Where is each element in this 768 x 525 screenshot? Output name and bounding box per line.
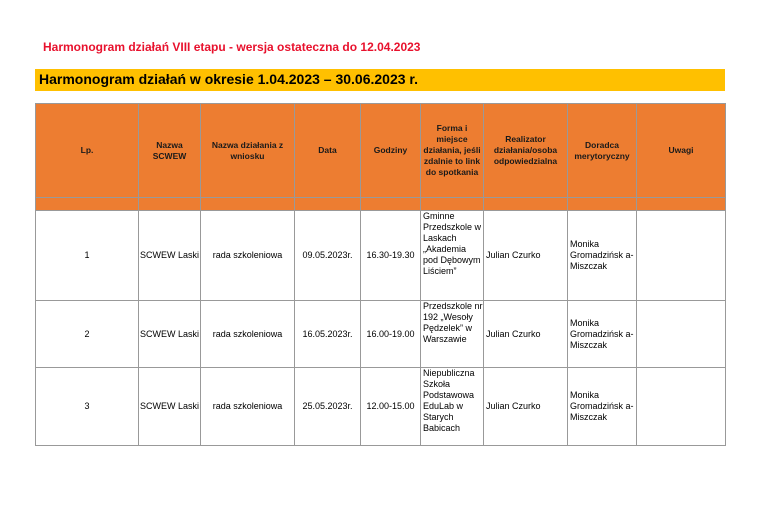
header-forma: Forma i miejsce działania, jeśli zdalnie to link do spotkania [421, 104, 484, 198]
cell-uwagi [637, 301, 726, 368]
cell-dzialanie: rada szkoleniowa [201, 211, 295, 301]
cell-uwagi [637, 368, 726, 446]
cell-lp: 1 [36, 211, 139, 301]
cell-uwagi [637, 211, 726, 301]
cell-data: 25.05.2023r. [295, 368, 361, 446]
cell-lp: 2 [36, 301, 139, 368]
cell-dzialanie: rada szkoleniowa [201, 368, 295, 446]
schedule-table [35, 103, 726, 446]
header-lp: Lp. [36, 104, 139, 198]
cell-realizator: Julian Czurko [484, 368, 568, 446]
header-data: Data [295, 104, 361, 198]
cell-godziny: 16.00-19.00 [361, 301, 421, 368]
cell-forma: Gminne Przedszkole w Laskach „Akademia pod Dębowym Liściem” [421, 211, 484, 301]
cell-data: 09.05.2023r. [295, 211, 361, 301]
header-realizator: Realizator działania/osoba odpowiedzialna [484, 104, 568, 198]
cell-godziny: 12.00-15.00 [361, 368, 421, 446]
cell-dzialanie: rada szkoleniowa [201, 301, 295, 368]
cell-realizator: Julian Czurko [484, 211, 568, 301]
cell-lp: 3 [36, 368, 139, 446]
header-row [36, 104, 726, 198]
cell-doradca: Monika Gromadzińsk a-Miszczak [568, 368, 637, 446]
period-banner-text: Harmonogram działań w okresie 1.04.2023 – 30.06.2023 r. [39, 71, 418, 87]
cell-doradca: Monika Gromadzińsk a-Miszczak [568, 301, 637, 368]
header-nazwa-scwew: Nazwa SCWEW [139, 104, 201, 198]
document-title: Harmonogram działań VIII etapu - wersja ostateczna do 12.04.2023 [43, 40, 421, 54]
cell-realizator: Julian Czurko [484, 301, 568, 368]
spacer-row [36, 198, 726, 211]
table-row [36, 368, 726, 446]
cell-godziny: 16.30-19.30 [361, 211, 421, 301]
cell-forma: Niepubliczna Szkoła Podstawowa EduLab w Starych Babicach [421, 368, 484, 446]
cell-scwew: SCWEW Laski [139, 211, 201, 301]
cell-scwew: SCWEW Laski [139, 301, 201, 368]
header-godziny: Godziny [361, 104, 421, 198]
header-uwagi: Uwagi [637, 104, 726, 198]
table-row [36, 301, 726, 368]
cell-data: 16.05.2023r. [295, 301, 361, 368]
period-banner [35, 69, 725, 91]
header-nazwa-dzialania: Nazwa działania z wniosku [201, 104, 295, 198]
cell-scwew: SCWEW Laski [139, 368, 201, 446]
cell-forma: Przedszkole nr 192 „Wesoły Pędzelek” w Warszawie [421, 301, 484, 368]
table-row [36, 211, 726, 301]
header-doradca: Doradca merytoryczny [568, 104, 637, 198]
cell-doradca: Monika Gromadzińsk a-Miszczak [568, 211, 637, 301]
